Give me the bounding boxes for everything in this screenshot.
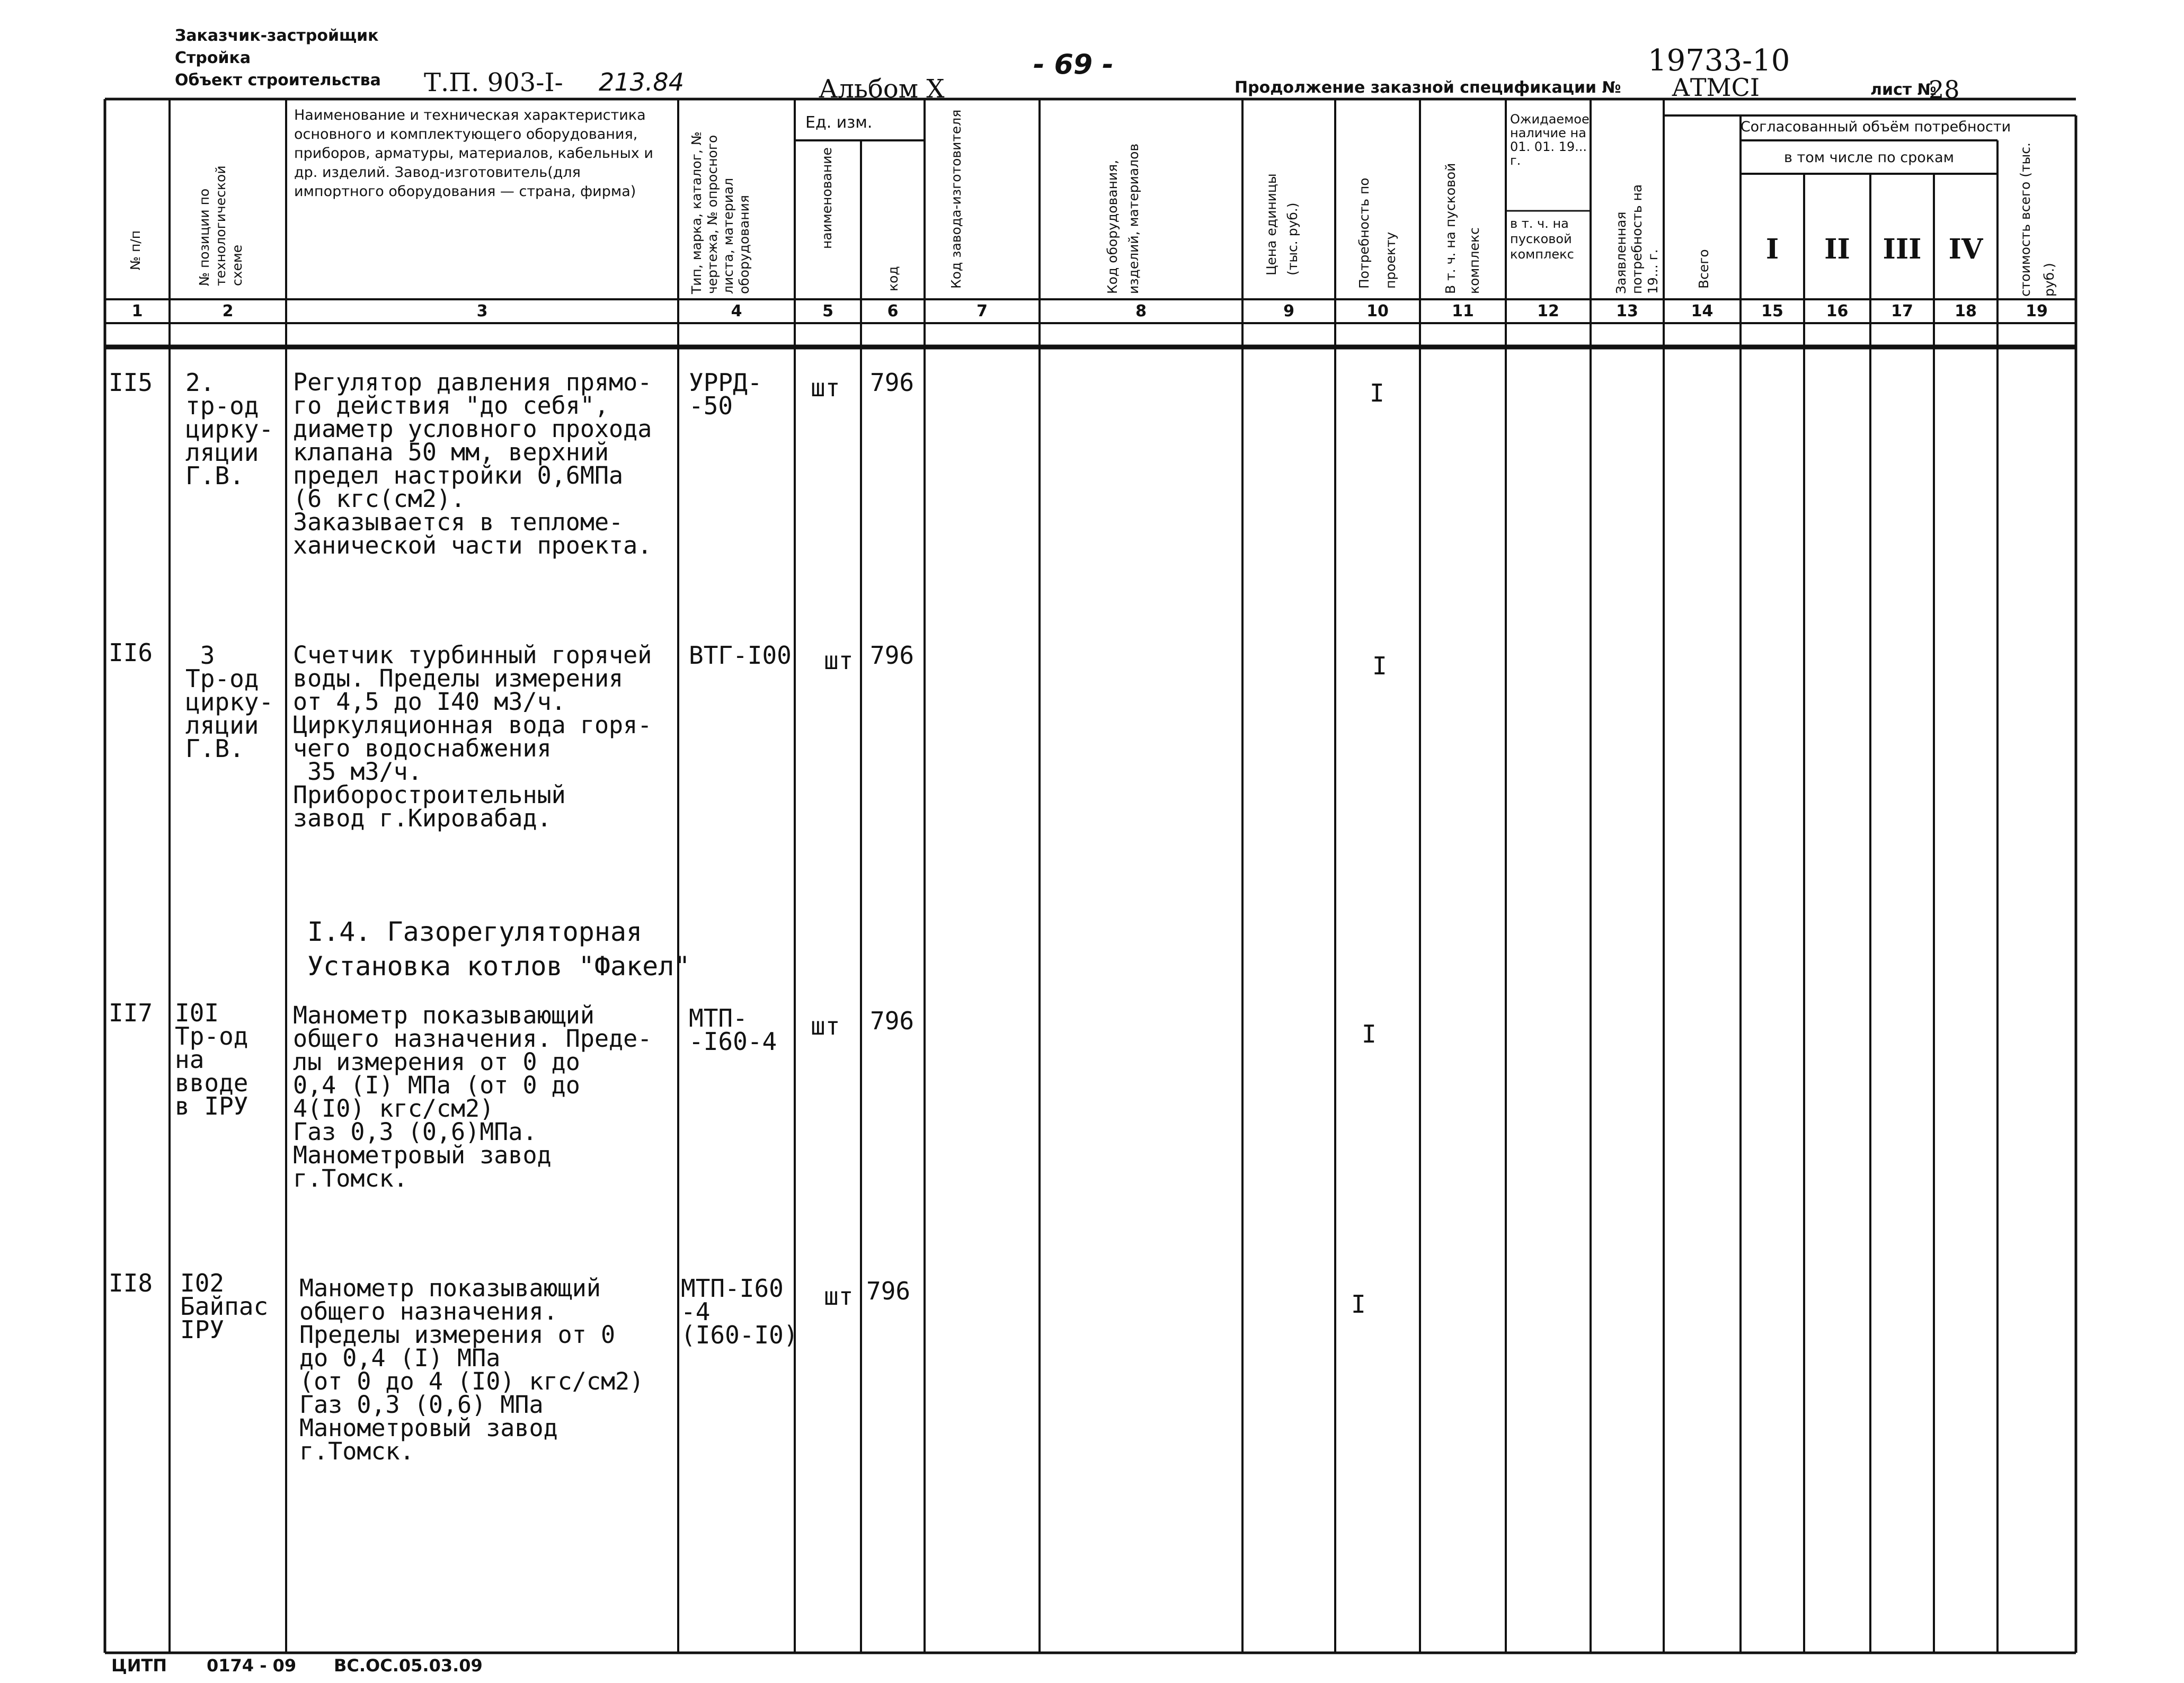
col-number: 6 [887,302,899,320]
agreed-group-header: Согласованный объём потребности [1740,119,2011,135]
footer-org: ЦИТП [111,1655,167,1676]
object-handwritten: 213.84 [599,68,684,96]
document-number: 19733-10 [1648,43,1790,78]
row-type: УРРД- -50 [689,368,762,420]
col-header-6: код [885,266,901,291]
row-quantity: I [1370,379,1384,407]
col-header-18: IV [1948,233,1983,265]
col-header-19: стоимость всего (тыс. руб.) [2018,143,2057,297]
page-number: - 69 - [1033,49,1114,81]
row-type: МТП- -I60-4 [689,1004,777,1056]
col-header-14: Всего [1696,249,1711,289]
row-unit: шт [824,646,854,675]
col-number: 4 [731,302,742,320]
object-label: Объект строительства [175,71,381,90]
col-number: 10 [1366,302,1389,320]
col-header-17: III [1883,233,1922,265]
row-unit-code: 796 [866,1277,911,1305]
row-description: Манометр показывающий общего назначения. Пределы измерения от 0 до 0,4 (I) МПа (от 0 до 4 (I0) кгс/см2) Газ 0,3 (0,6) МПа Манометровый завод г.Томск. [299,1274,644,1465]
row-unit: шт [824,1282,854,1311]
section-heading: I.4. Газорегуляторная [307,916,643,947]
col-number: 11 [1452,302,1474,320]
col-number: 1 [131,302,143,320]
row-number: II6 [109,638,153,667]
col-number: 13 [1616,302,1638,320]
terms-group-header: в том числе по срокам [1784,149,1954,166]
col-header-11: В т. ч. на пусковой комплекс [1443,163,1482,294]
col-header-15: I [1765,233,1779,265]
col-number: 7 [976,302,988,320]
col-number: 12 [1537,302,1559,320]
row-unit-code: 796 [870,368,915,397]
col-number: 16 [1826,302,1849,320]
row-unit-code: 796 [870,1007,915,1035]
col-header-16: II [1824,233,1850,265]
site-label: Стройка [175,49,251,67]
row-number: II5 [109,368,153,397]
row-unit-code: 796 [870,641,915,670]
row-position: 2. тр-од цирку- ляции Г.В. [185,368,274,490]
row-description: Счетчик турбинный горячей воды. Пределы измерения от 4,5 до I40 м3/ч. Циркуляционная вода горя- чего водоснабжения 35 м3/ч. Приборостроительный завод г.Кировабад. [293,641,652,832]
row-type: ВТГ-I00 [689,641,792,670]
row-unit: шт [811,373,840,402]
object-value: Т.П. 903-I- [424,68,563,97]
col-header-5: наименование [819,147,834,249]
row-number: II8 [109,1269,153,1297]
col-number: 17 [1891,302,1913,320]
section-heading-line2: Установка котлов "Факел" [307,951,690,982]
sheet-number: 28 [1929,75,1960,104]
spec-code: АТМСI [1672,73,1760,102]
col-header-2: № позиции по технологической схеме [197,165,245,286]
customer-label: Заказчик-застройщик [175,26,379,45]
col-number: 8 [1135,302,1147,320]
col-number: 15 [1761,302,1783,320]
row-quantity: I [1372,652,1387,680]
col-number: 3 [476,302,488,320]
col-header-9: Цена единицы (тыс. руб.) [1264,173,1300,275]
unit-group-header: Ед. изм. [805,113,873,132]
row-number: II7 [109,999,153,1027]
row-description: Манометр показывающий общего назначения. Преде- лы измерения от 0 до 0,4 (I) МПа (от 0 до 4(I0) кгс/см2) Газ 0,3 (0,6)МПа. Манометровый завод г.Томск. [293,1001,652,1192]
col-header-10: Потребность по проекту [1356,177,1398,289]
col-number: 19 [2026,302,2048,320]
row-position: 3 Тр-од цирку- ляции Г.В. [185,641,274,763]
row-position: I0I Тр-од на вводе в IРУ [175,999,248,1120]
col-header-8: Код оборудования, изделий, материалов [1105,143,1141,294]
col-number: 18 [1955,302,1977,320]
col-header-12a: Ожидаемое наличие на 01. 01. 19... г. [1510,112,1590,168]
album-label: Альбом X [819,74,945,104]
col-header-7: Код завода-изготовителя [948,109,964,289]
col-number: 2 [222,302,234,320]
footer-document-code: ВС.ОС.05.03.09 [334,1655,483,1676]
sheet-label: лист № [1870,81,1937,99]
col-header-13: Заявленная потребность на 19... г. [1613,184,1661,294]
col-header-1: № п/п [128,230,143,270]
continuation-label: Продолжение заказной спецификации № [1235,78,1621,97]
row-type: МТП-I60 -4 (I60-I0) [681,1274,798,1349]
col-number: 9 [1283,302,1294,320]
col-header-3: Наименование и техническая характеристика основного и комплектующего оборудования, приборов, арматуры, материалов, кабельных и др. изделий. Завод-изготовитель(для импортного оборудования — страна, фирма) [294,107,653,200]
col-header-4: Тип, марка, каталог, № чертежа, № опросного листа, материал оборудования [689,131,752,294]
footer-code: 0174 - 09 [207,1655,297,1676]
row-position: I02 Байпас IРУ [180,1269,269,1344]
row-description: Регулятор давления прямо- го действия "до себя", диаметр условного прохода клапана 50 мм, верхний предел настройки 0,6МПа (6 кгс(см2). Заказывается в тепломе- ханической части проекта. [293,368,652,559]
col-number: 14 [1691,302,1714,320]
row-quantity: I [1351,1290,1366,1319]
row-quantity: I [1362,1020,1377,1048]
row-unit: шт [811,1012,840,1040]
col-number: 5 [822,302,833,320]
col-header-12b: в т. ч. на пусковой комплекс [1510,216,1574,262]
